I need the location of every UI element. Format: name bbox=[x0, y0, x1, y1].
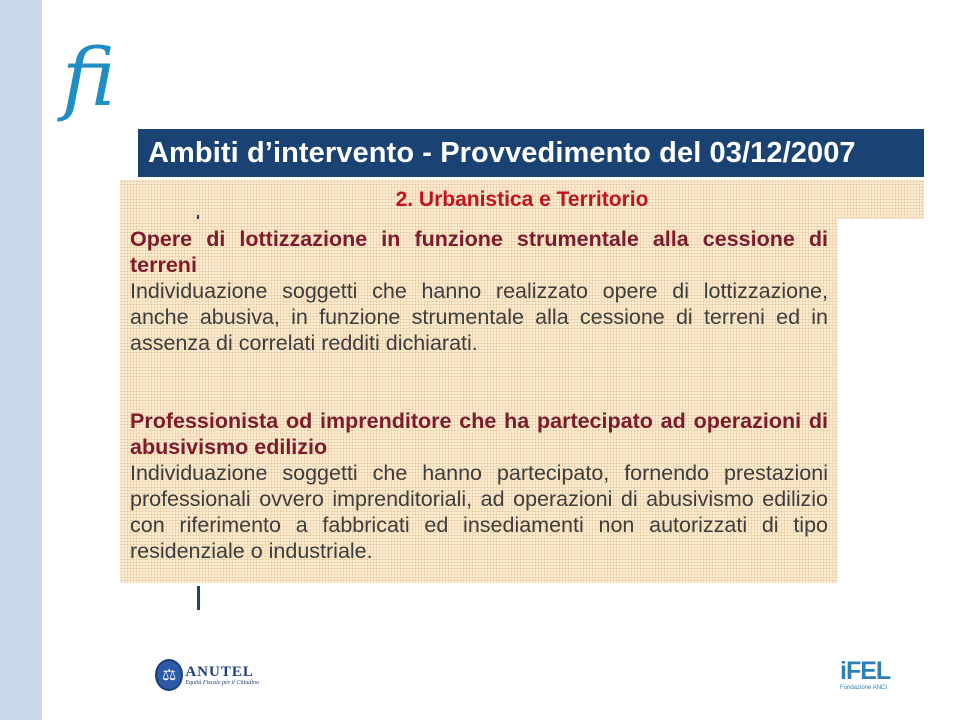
anutel-name: ANUTEL bbox=[185, 663, 254, 680]
subtitle-band bbox=[120, 180, 924, 219]
slide-title-bar bbox=[138, 129, 924, 177]
text-cursor-bar bbox=[197, 586, 200, 610]
ifel-logo bbox=[840, 658, 900, 698]
section-body: Individuazione soggetti che hanno realizzato opere di lottizzazione, anche abusiva, in funzione strumentale alla cessione di terreni ed in assenza di correlati redditi dichiarati. bbox=[130, 279, 828, 355]
fi-logo: fi bbox=[62, 31, 116, 124]
slide-subtitle: 2. Urbanistica e Territorio bbox=[395, 187, 649, 211]
ifel-name: iFEL bbox=[840, 657, 891, 685]
section-heading: Opere di lottizzazione in funzione strumentale alla cessione di terreni bbox=[130, 227, 828, 277]
section-heading: Professionista od imprenditore che ha partecipato ad operazioni di abusivismo edilizio bbox=[130, 409, 828, 459]
content-text bbox=[130, 226, 828, 564]
anutel-motto: Equità Fiscale per il Cittadino bbox=[185, 679, 259, 686]
scales-of-justice-icon: ⚖ bbox=[155, 659, 183, 691]
bullet-marker bbox=[197, 215, 199, 219]
ifel-subtitle: Fondazione ANCI bbox=[840, 685, 888, 691]
section-body: Individuazione soggetti che hanno partecipato, fornendo prestazioni professionali ovvero imprenditoriali, ad operazioni di abusivismo edilizio con riferimento a fabbricati ed insediamenti non autorizzati di tipo residenziale o industriale. bbox=[130, 461, 828, 563]
slide-title: Ambiti d’intervento - Provvedimento del 03/12/2007 bbox=[148, 136, 856, 169]
anutel-logo bbox=[155, 657, 259, 693]
left-decorative-band bbox=[0, 0, 42, 720]
anutel-text bbox=[185, 664, 259, 687]
section-spacer bbox=[130, 356, 828, 408]
